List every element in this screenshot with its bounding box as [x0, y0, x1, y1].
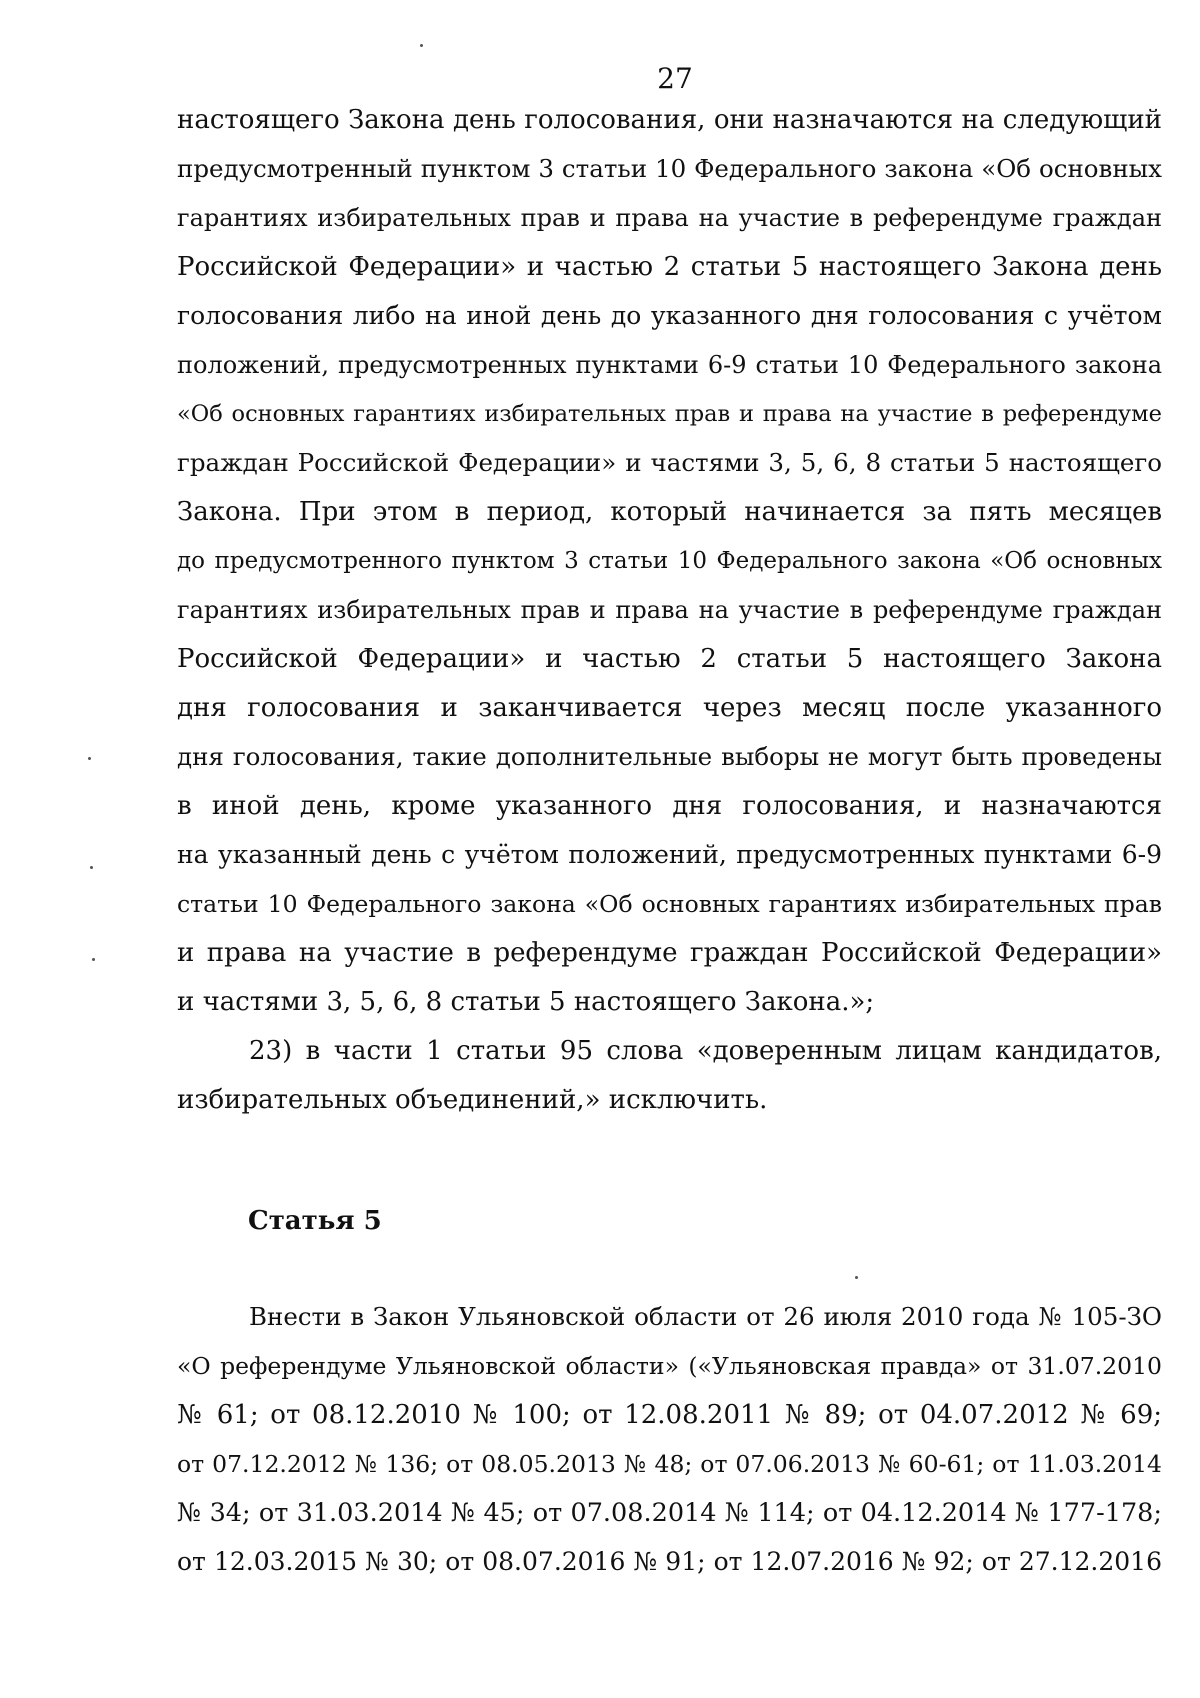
text-line: Российской Федерации» и частью 2 статьи 5 настоящего Закона день	[177, 252, 1162, 282]
scan-speck	[88, 757, 91, 760]
text-line: от 12.03.2015 № 30; от 08.07.2016 № 91; от 12.07.2016 № 92; от 27.12.2016	[177, 1547, 1162, 1576]
text-line: 23) в части 1 статьи 95 слова «доверенным лицам кандидатов,	[249, 1036, 1162, 1066]
text-line: и частями 3, 5, 6, 8 статьи 5 настоящего Закона.»;	[177, 987, 875, 1017]
scan-speck	[855, 1276, 858, 1279]
text-line: статьи 10 Федерального закона «Об основных гарантиях избирательных прав	[177, 890, 1162, 918]
text-line: Внести в Закон Ульяновской области от 26 июля 2010 года № 105-ЗО	[249, 1302, 1162, 1331]
text-line: от 07.12.2012 № 136; от 08.05.2013 № 48; от 07.06.2013 № 60-61; от 11.03.2014	[177, 1450, 1162, 1478]
text-line: голосования либо на иной день до указанного дня голосования с учётом	[177, 301, 1162, 330]
text-line: гарантиях избирательных прав и права на участие в референдуме граждан	[177, 204, 1162, 232]
text-line: до предусмотренного пунктом 3 статьи 10 Федерального закона «Об основных	[177, 548, 1162, 574]
text-line: дня голосования, такие дополнительные выборы не могут быть проведены	[177, 742, 1162, 771]
text-line: «Об основных гарантиях избирательных прав и права на участие в референдуме	[177, 401, 1162, 427]
text-line: положений, предусмотренных пунктами 6-9 статьи 10 Федерального закона	[177, 351, 1162, 379]
scan-speck	[92, 958, 95, 961]
text-line: настоящего Закона день голосования, они назначаются на следующий	[177, 105, 1162, 135]
text-line: предусмотренный пунктом 3 статьи 10 Федерального закона «Об основных	[177, 154, 1162, 183]
page-number: 27	[657, 62, 693, 95]
text-line: дня голосования и заканчивается через месяц после указанного	[177, 693, 1162, 723]
text-line: на указанный день с учётом положений, предусмотренных пунктами 6-9	[177, 840, 1162, 869]
text-line: и права на участие в референдуме граждан Российской Федерации»	[177, 938, 1162, 968]
text-line: № 61; от 08.12.2010 № 100; от 12.08.2011 № 89; от 04.07.2012 № 69;	[177, 1400, 1162, 1430]
text-line: Закона. При этом в период, который начинается за пять месяцев	[177, 497, 1162, 527]
scan-speck	[420, 44, 423, 47]
text-line: граждан Российской Федерации» и частями 3, 5, 6, 8 статьи 5 настоящего	[177, 448, 1162, 477]
text-line: Российской Федерации» и частью 2 статьи 5 настоящего Закона	[177, 644, 1162, 674]
scan-speck	[90, 866, 93, 869]
text-line: гарантиях избирательных прав и права на участие в референдуме граждан	[177, 596, 1162, 624]
text-line: № 34; от 31.03.2014 № 45; от 07.08.2014 № 114; от 04.12.2014 № 177-178;	[177, 1498, 1162, 1528]
text-line: «О референдуме Ульяновской области» («Ульяновская правда» от 31.07.2010	[177, 1352, 1162, 1380]
text-line: избирательных объединений,» исключить.	[177, 1085, 768, 1115]
text-line: в иной день, кроме указанного дня голосования, и назначаются	[177, 791, 1162, 821]
article-heading: Статья 5	[248, 1206, 382, 1236]
